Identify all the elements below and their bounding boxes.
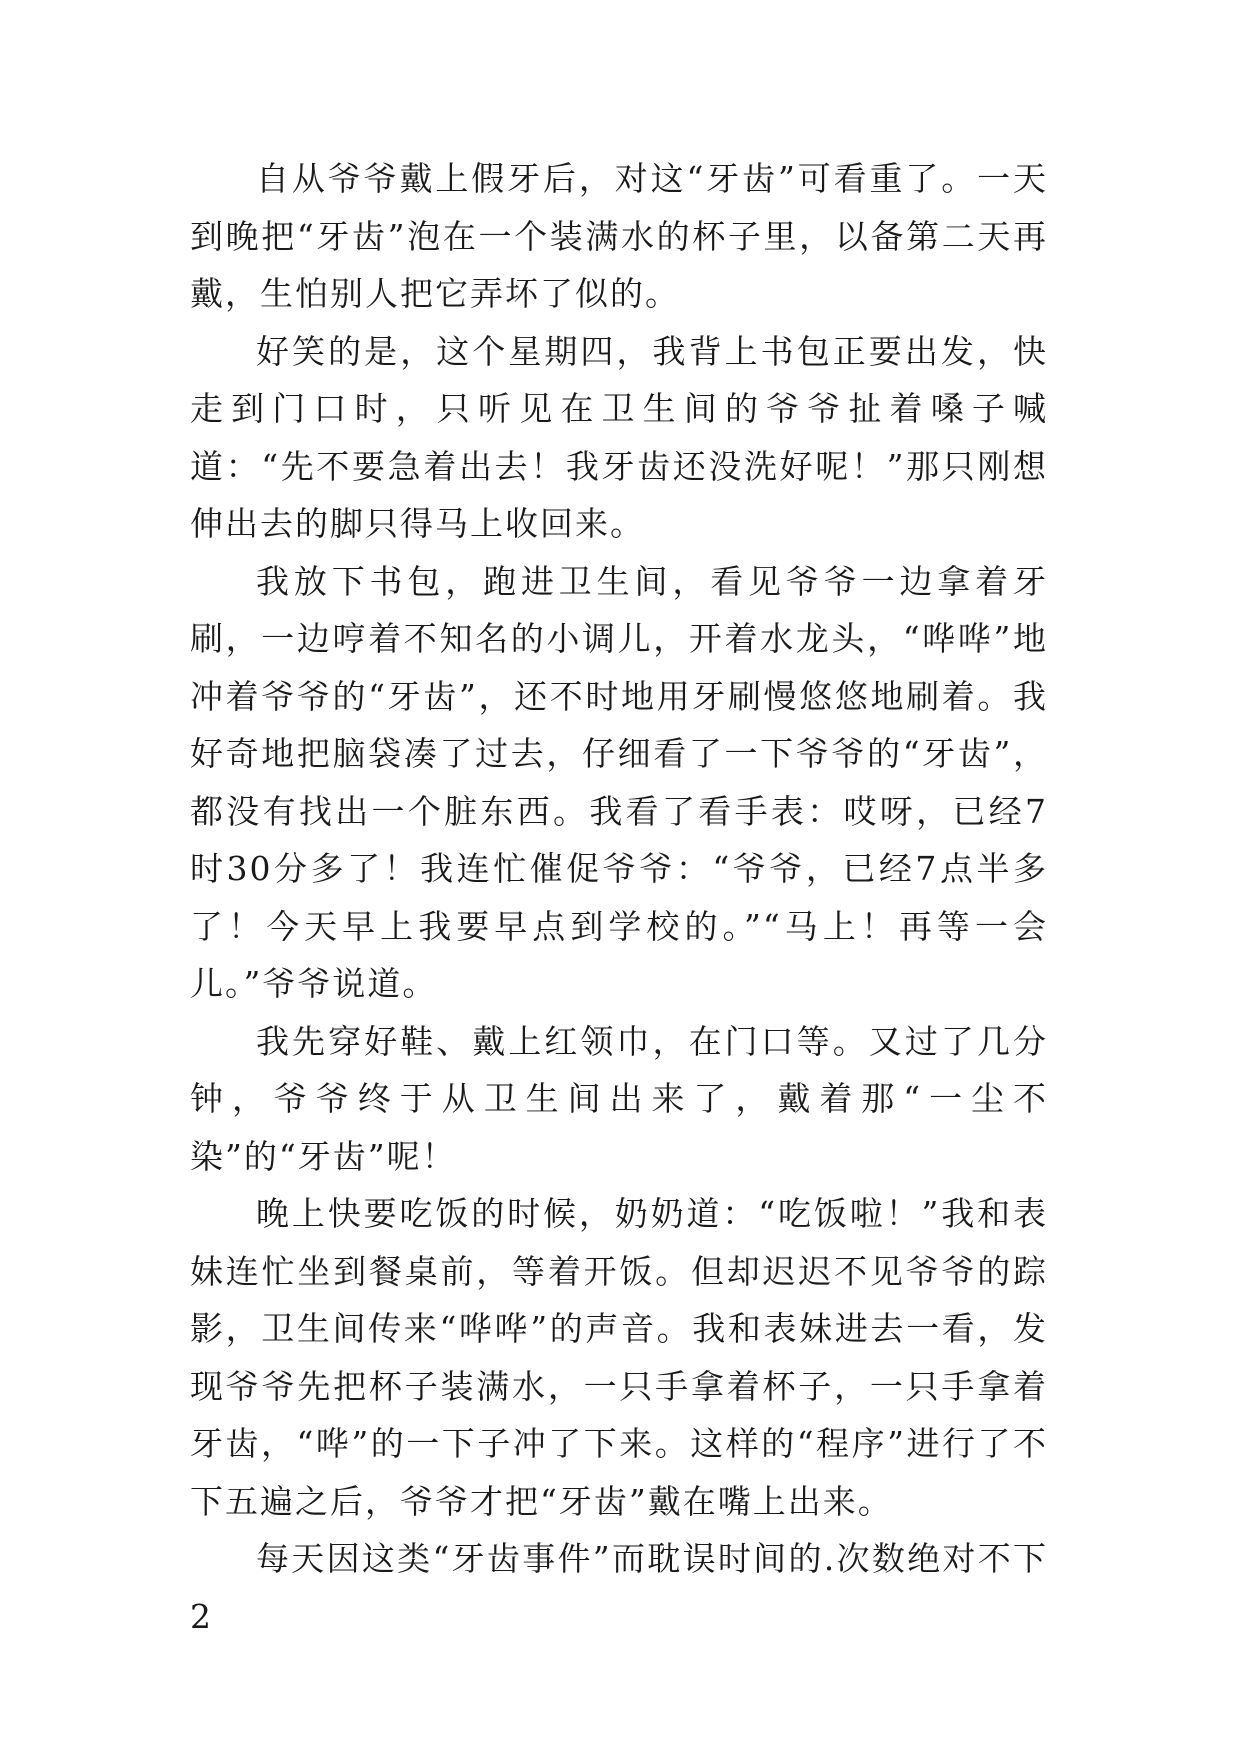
paragraph-1: 自从爷爷戴上假牙后，对这“牙齿”可看重了。一天到晚把“牙齿”泡在一个装满水的杯子里，以备第二天再戴，生怕别人把它弄坏了似的。	[190, 159, 1048, 313]
paragraph-4: 我先穿好鞋、戴上红领巾，在门口等。又过了几分钟，爷爷终于从卫生间出来了，戴着那“一尘不染”的“牙齿”呢！	[190, 1021, 1048, 1176]
article-body	[190, 150, 1048, 1645]
paragraph-6: 每天因这类“牙齿事件”而耽误时间的.次数绝对不下2	[190, 1539, 1048, 1636]
paragraph-3: 我放下书包，跑进卫生间，看见爷爷一边拿着牙刷，一边哼着不知名的小调儿，开着水龙头，“哗哗”地冲着爷爷的“牙齿”，还不时地用牙刷慢悠悠地刷着。我好奇地把脑袋凑了过去，仔细看了一下爷爷的“牙齿”，都没有找出一个脏东西。我看了看手表：哎呀，已经7时30分多了！我连忙催促爷爷：“爷爷，已经7点半多了！今天早上我要早点到学校的。”“马上！再等一会儿。”爷爷说道。	[190, 561, 1048, 1003]
paragraph-2: 好笑的是，这个星期四，我背上书包正要出发，快走到门口时，只听见在卫生间的爷爷扯着嗓子喊道：“先不要急着出去！我牙齿还没洗好呢！”那只刚想伸出去的脚只得马上收回来。	[190, 331, 1048, 543]
paragraph-5: 晚上快要吃饭的时候，奶奶道：“吃饭啦！”我和表妹连忙坐到餐桌前，等着开饭。但却迟迟不见爷爷的踪影，卫生间传来“哗哗”的声音。我和表妹进去一看，发现爷爷先把杯子装满水，一只手拿着杯子，一只手拿着牙齿，“哗”的一下子冲了下来。这样的“程序”进行了不下五遍之后，爷爷才把“牙齿”戴在嘴上出来。	[190, 1194, 1048, 1521]
